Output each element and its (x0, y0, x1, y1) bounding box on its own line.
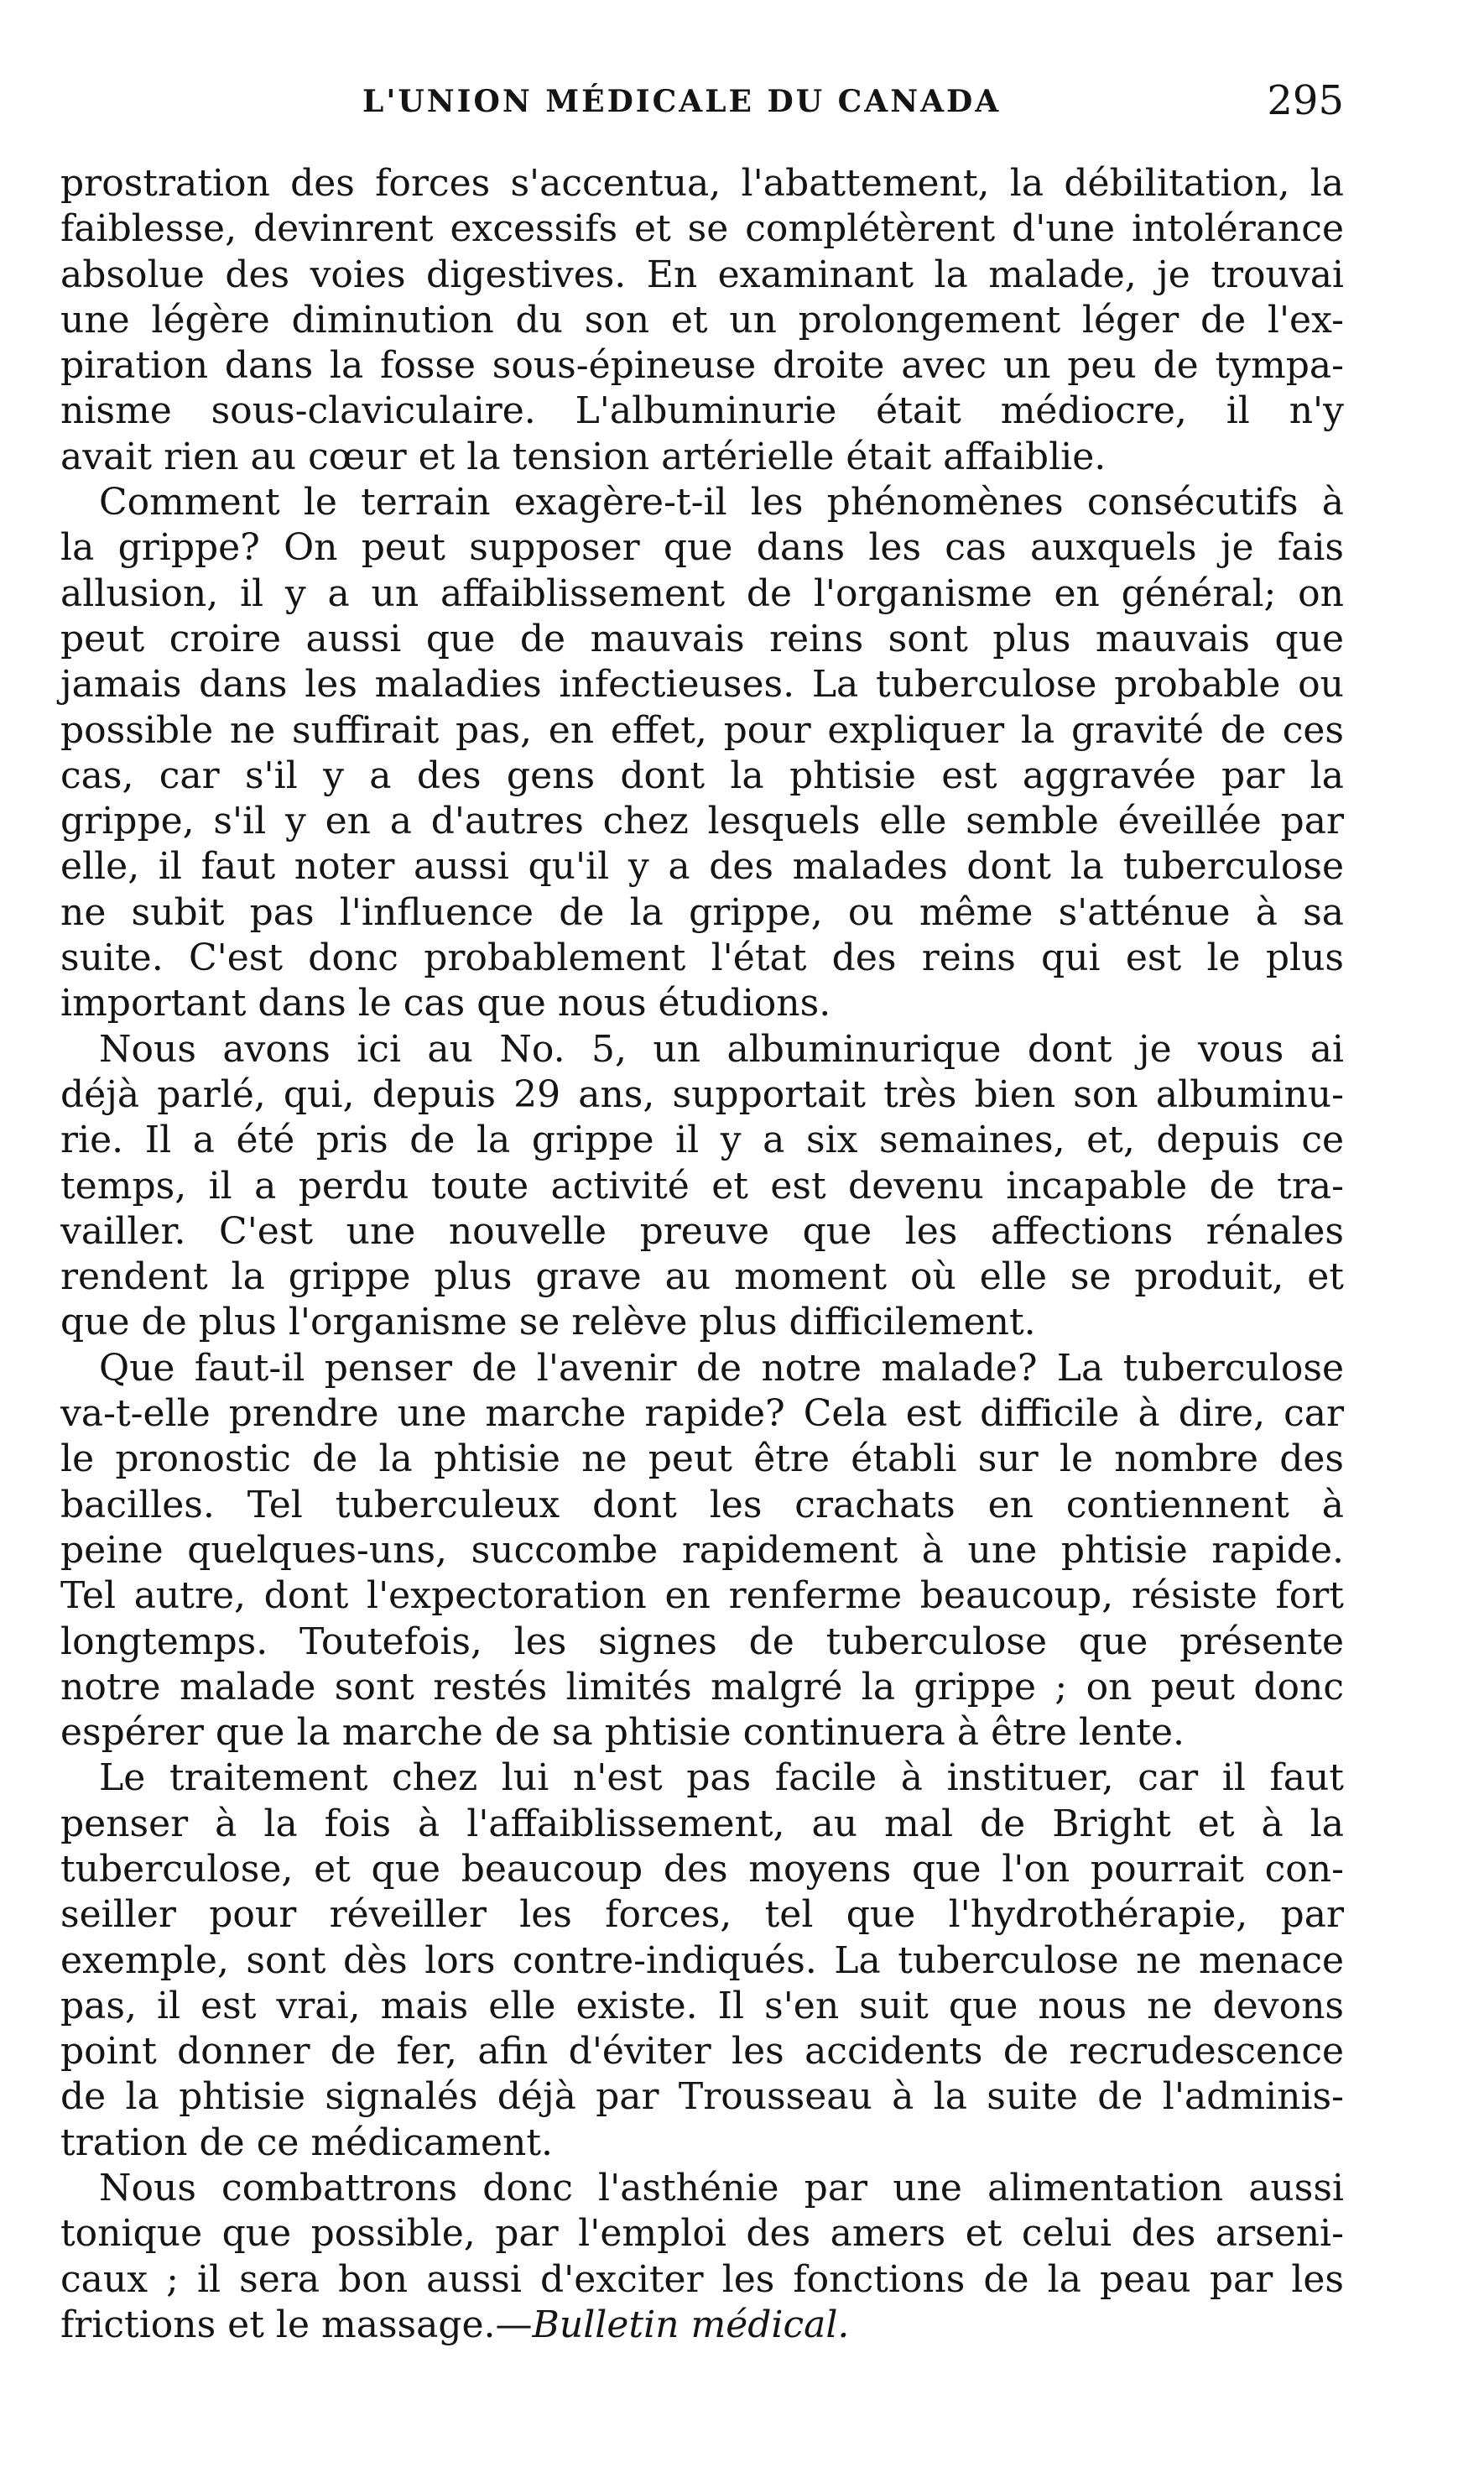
text-line: rendent la grippe plus grave au moment où elle se produit, et (60, 1255, 1344, 1299)
text-line: Que faut-il penser de l'avenir de notre malade? La tuberculose (99, 1346, 1344, 1390)
text-line: avait rien au cœur et la tension artérielle était affaiblie. (60, 435, 1106, 478)
text-line: Comment le terrain exagère-t-il les phénomènes consécutifs à (99, 481, 1344, 524)
text-line: Tel autre, dont l'expectoration en renferme beaucoup, résiste fort (60, 1574, 1344, 1618)
text-line: nisme sous-claviculaire. L'albuminurie était médiocre, il n'y (60, 389, 1344, 433)
text-line: faiblesse, devinrent excessifs et se complétèrent d'une intolérance (60, 207, 1344, 251)
text-line: absolue des voies digestives. En examinant la malade, je trouvai (60, 253, 1344, 296)
text-line: suite. C'est donc probablement l'état des reins qui est le plus (60, 936, 1344, 980)
text-line: Le traitement chez lui n'est pas facile à instituer, car il faut (99, 1756, 1344, 1800)
text-line: déjà parlé, qui, depuis 29 ans, supportait très bien son albuminu- (60, 1072, 1344, 1116)
text-line: seiller pour réveiller les forces, tel que l'hydrothérapie, par (60, 1893, 1344, 1937)
text-line: que de plus l'organisme se relève plus difficilement. (60, 1301, 1036, 1344)
text-line: tration de ce médicament. (60, 2121, 554, 2164)
text-line: piration dans la fosse sous-épineuse droite avec un peu de tympa- (60, 344, 1344, 388)
text-line: notre malade sont restés limités malgré la grippe ; on peut donc (60, 1665, 1344, 1709)
text-line-final (60, 2303, 1344, 2348)
final-line-text: frictions et le massage.— (60, 2303, 533, 2346)
text-line: peine quelques-uns, succombe rapidement à une phtisie rapide. (60, 1528, 1344, 1572)
article-body (60, 161, 1344, 2348)
text-line: rie. Il a été pris de la grippe il y a six semaines, et, depuis ce (60, 1119, 1344, 1162)
text-line: allusion, il y a un affaiblissement de l'organisme en général; on (60, 571, 1344, 615)
text-line: point donner de fer, afin d'éviter les accidents de recrudescence (60, 2030, 1344, 2074)
text-line: espérer que la marche de sa phtisie continuera à être lente. (60, 1711, 1185, 1755)
page-number: 295 (1267, 77, 1344, 124)
text-line: le pronostic de la phtisie ne peut être établi sur le nombre des (60, 1437, 1344, 1481)
text-line: longtemps. Toutefois, les signes de tuberculose que présente (60, 1620, 1344, 1663)
text-line: une légère diminution du son et un prolongement léger de l'ex- (60, 298, 1344, 342)
text-line: de la phtisie signalés déjà par Trousseau à la suite de l'adminis- (60, 2075, 1344, 2119)
text-line: elle, il faut noter aussi qu'il y a des malades dont la tuberculose (60, 845, 1344, 889)
text-line: Nous combattrons donc l'asthénie par une alimentation aussi (99, 2167, 1344, 2210)
text-line: grippe, s'il y en a d'autres chez lesquels elle semble éveillée par (60, 800, 1344, 843)
running-title: L'UNION MÉDICALE DU CANADA (362, 84, 1002, 119)
text-line: bacilles. Tel tuberculeux dont les crachats en contiennent à (60, 1483, 1344, 1526)
text-line: temps, il a perdu toute activité et est devenu incapable de tra- (60, 1164, 1344, 1208)
text-line: tuberculose, et que beaucoup des moyens que l'on pourrait con- (60, 1847, 1344, 1891)
text-line: Nous avons ici au No. 5, un albuminurique dont je vous ai (99, 1027, 1344, 1071)
page-header (60, 77, 1344, 128)
text-line: caux ; il sera bon aussi d'exciter les fonctions de la peau par les (60, 2257, 1344, 2301)
source-citation: Bulletin médical. (532, 2303, 850, 2346)
text-line: peut croire aussi que de mauvais reins sont plus mauvais que (60, 617, 1344, 660)
text-line: ne subit pas l'influence de la grippe, ou même s'atténue à sa (60, 890, 1344, 934)
text-line: tonique que possible, par l'emploi des amers et celui des arseni- (60, 2212, 1344, 2256)
text-line: important dans le cas que nous étudions. (60, 982, 831, 1025)
text-line: exemple, sont dès lors contre-indiqués. La tuberculose ne menace (60, 1938, 1344, 1982)
text-line: penser à la fois à l'affaiblissement, au mal de Bright et à la (60, 1802, 1344, 1845)
text-line: prostration des forces s'accentua, l'abattement, la débilitation, la (60, 162, 1344, 205)
text-line: cas, car s'il y a des gens dont la phtisie est aggravée par la (60, 754, 1344, 797)
text-line: possible ne suffirait pas, en effet, pour expliquer la gravité de ces (60, 708, 1344, 752)
text-line: va-t-elle prendre une marche rapide? Cela est difficile à dire, car (60, 1392, 1344, 1436)
text-line: pas, il est vrai, mais elle existe. Il s'en suit que nous ne devons (60, 1984, 1344, 2027)
text-line: la grippe? On peut supposer que dans les cas auxquels je fais (60, 526, 1344, 570)
text-line: vailler. C'est une nouvelle preuve que les affections rénales (60, 1209, 1344, 1253)
text-line: jamais dans les maladies infectieuses. La tuberculose probable ou (60, 663, 1344, 707)
